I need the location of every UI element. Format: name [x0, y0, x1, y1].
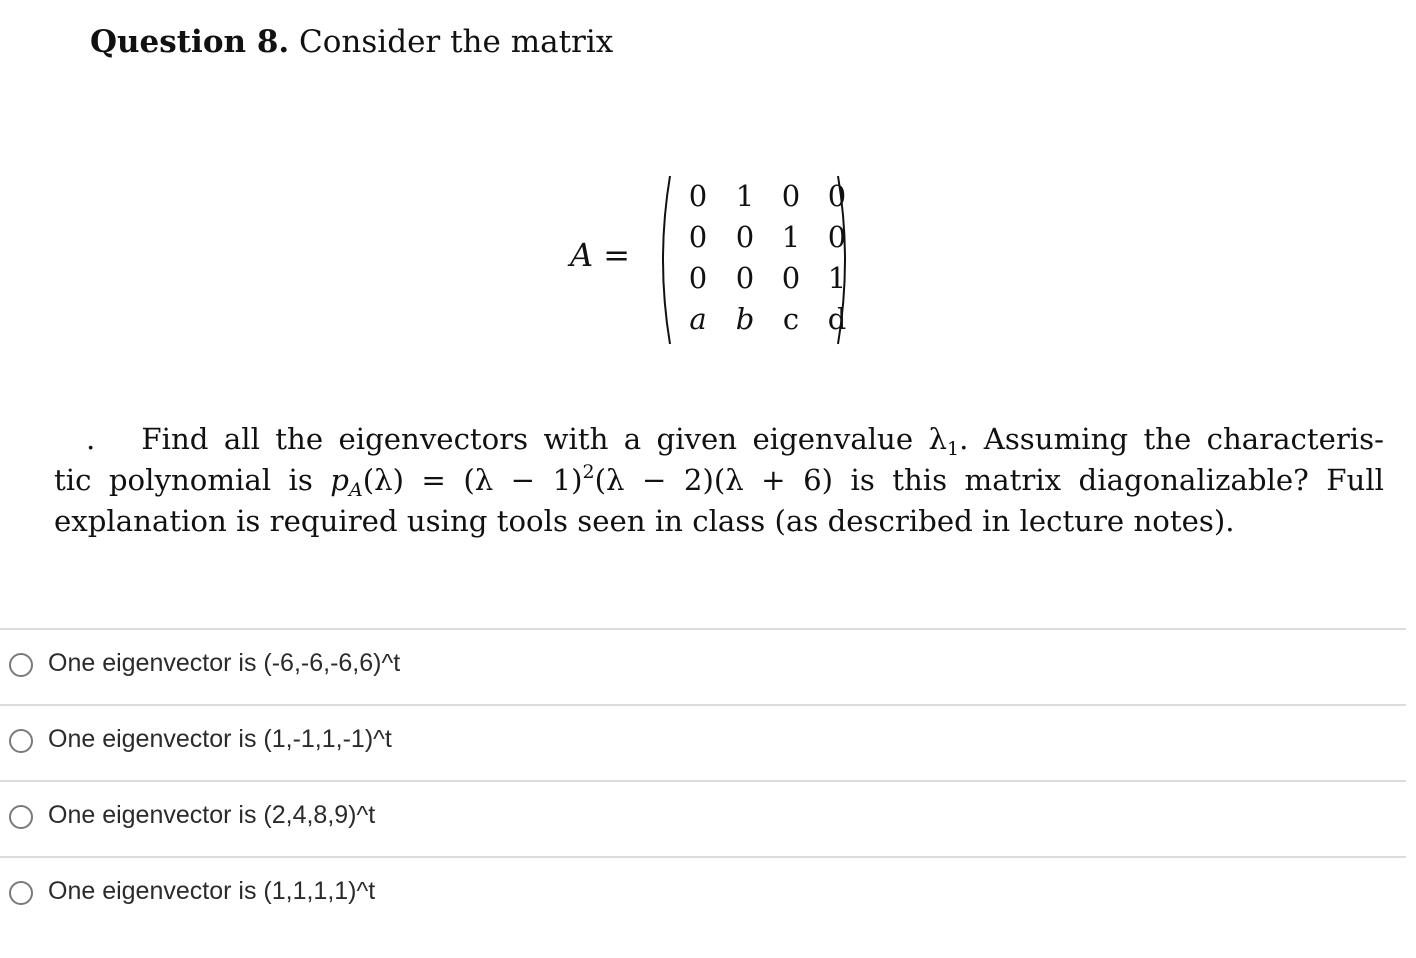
radio-button[interactable]	[9, 729, 33, 753]
matrix-cell: b	[735, 302, 755, 336]
matrix-cell: 1	[827, 261, 847, 295]
poly-exponent: 2	[582, 461, 595, 483]
matrix-cell: 1	[781, 220, 801, 254]
matrix-cell: 0	[688, 179, 708, 213]
matrix-cell: c	[782, 302, 800, 336]
radio-button[interactable]	[9, 881, 33, 905]
matrix-cell: 0	[688, 220, 708, 254]
matrix-equals: =	[603, 236, 631, 274]
matrix-name: A	[570, 236, 594, 274]
poly-p: p	[330, 463, 349, 497]
problem-text-1a: Find all the eigenvectors with a given eigenvalue λ	[141, 422, 947, 456]
radio-button[interactable]	[9, 653, 33, 677]
answer-option-label[interactable]: One eigenvector is (1,1,1,1)^t	[48, 877, 376, 905]
answer-option-label[interactable]: One eigenvector is (-6,-6,-6,6)^t	[48, 649, 401, 677]
answer-option-1[interactable]	[0, 630, 1406, 706]
matrix-cell: 0	[827, 220, 847, 254]
problem-line-2	[54, 460, 1384, 501]
problem-text-1b: . Assuming the characteris-	[959, 422, 1384, 456]
matrix-cell: 0	[735, 261, 755, 295]
answer-option-3[interactable]	[0, 782, 1406, 858]
matrix-grid	[674, 176, 860, 340]
question-heading	[90, 24, 613, 60]
problem-line-1	[54, 419, 1384, 460]
answer-option-label[interactable]: One eigenvector is (1,-1,1,-1)^t	[48, 725, 392, 753]
answer-option-2[interactable]	[0, 706, 1406, 782]
problem-text-2c: (λ − 2)(λ + 6) is this matrix diagonalizable? Full	[594, 463, 1384, 497]
matrix-cell: 1	[735, 179, 755, 213]
problem-text-2b: (λ) = (λ − 1)	[362, 463, 583, 497]
matrix-lhs	[570, 236, 630, 274]
eigenvalue-subscript: 1	[947, 438, 960, 460]
problem-text-2a: tic polynomial is	[54, 463, 331, 497]
poly-subscript: A	[348, 479, 363, 501]
matrix-cell: d	[827, 302, 847, 336]
answer-option-label[interactable]: One eigenvector is (2,4,8,9)^t	[48, 801, 376, 829]
matrix-cell: 0	[735, 220, 755, 254]
matrix-cell: 0	[688, 261, 708, 295]
matrix-cell: a	[689, 302, 707, 336]
matrix-cell: 0	[781, 261, 801, 295]
problem-statement	[54, 419, 1384, 542]
matrix-left-paren	[654, 174, 674, 346]
matrix-display	[566, 174, 866, 346]
problem-line-3: explanation is required using tools seen in class (as described in lecture notes).	[54, 504, 1235, 538]
answer-options	[0, 628, 1406, 932]
question-intro: Consider the matrix	[299, 24, 614, 60]
radio-button[interactable]	[9, 805, 33, 829]
matrix-right-paren	[834, 174, 854, 346]
lead-dot: .	[86, 422, 96, 456]
answer-option-4[interactable]	[0, 858, 1406, 932]
question-number: Question 8.	[90, 24, 290, 60]
matrix-cell: 0	[827, 179, 847, 213]
matrix-cell: 0	[781, 179, 801, 213]
